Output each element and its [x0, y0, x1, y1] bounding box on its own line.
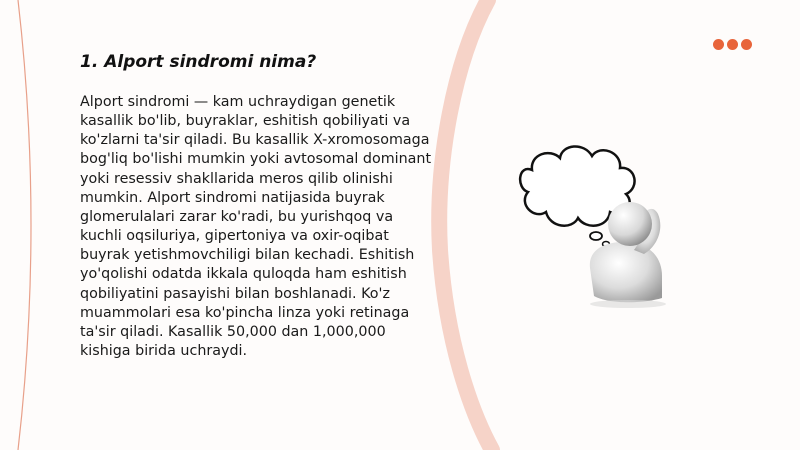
figure-body — [590, 242, 662, 302]
dot-3 — [741, 39, 752, 50]
left-arc — [18, 0, 31, 450]
dot-2 — [727, 39, 738, 50]
slide-body-text: Alport sindromi — kam uchraydigan genetik kasallik bo'lib, buyraklar, eshitish qobiliyati va ko'zlarni ta'sir qiladi. Bu kasallik X-xromosomaga bog'liq bo'lishi mumkin yoki avtosomal dominant yoki resessiv shakllarida meros qilib olinishi mumkin. Alport sindromi natijasida buyrak glomerulalari zarar ko'radi, bu yurishqoq va kuchli oqsiluriya, gipertoniya va oxir-oqibat buyrak yetishmovchiligi bilan kechadi. Eshitish yo'qolishi odatda ikkala quloqda ham eshitish qobiliyatini pasayishi bilan boshlanadi. Ko'z muammolari esa ko'pincha linza yoki retinaga ta'sir qiladi. Kasallik 50,000 dan 1,000,000 kishiga birida uchraydi. — [80, 94, 432, 360]
right-arc — [439, 0, 492, 450]
slide-title: 1. Alport sindromi nima? — [80, 52, 317, 72]
thinking-person-illustration — [512, 138, 684, 310]
dot-1 — [713, 39, 724, 50]
figure-head — [608, 202, 652, 246]
more-dots-icon[interactable] — [713, 39, 758, 51]
